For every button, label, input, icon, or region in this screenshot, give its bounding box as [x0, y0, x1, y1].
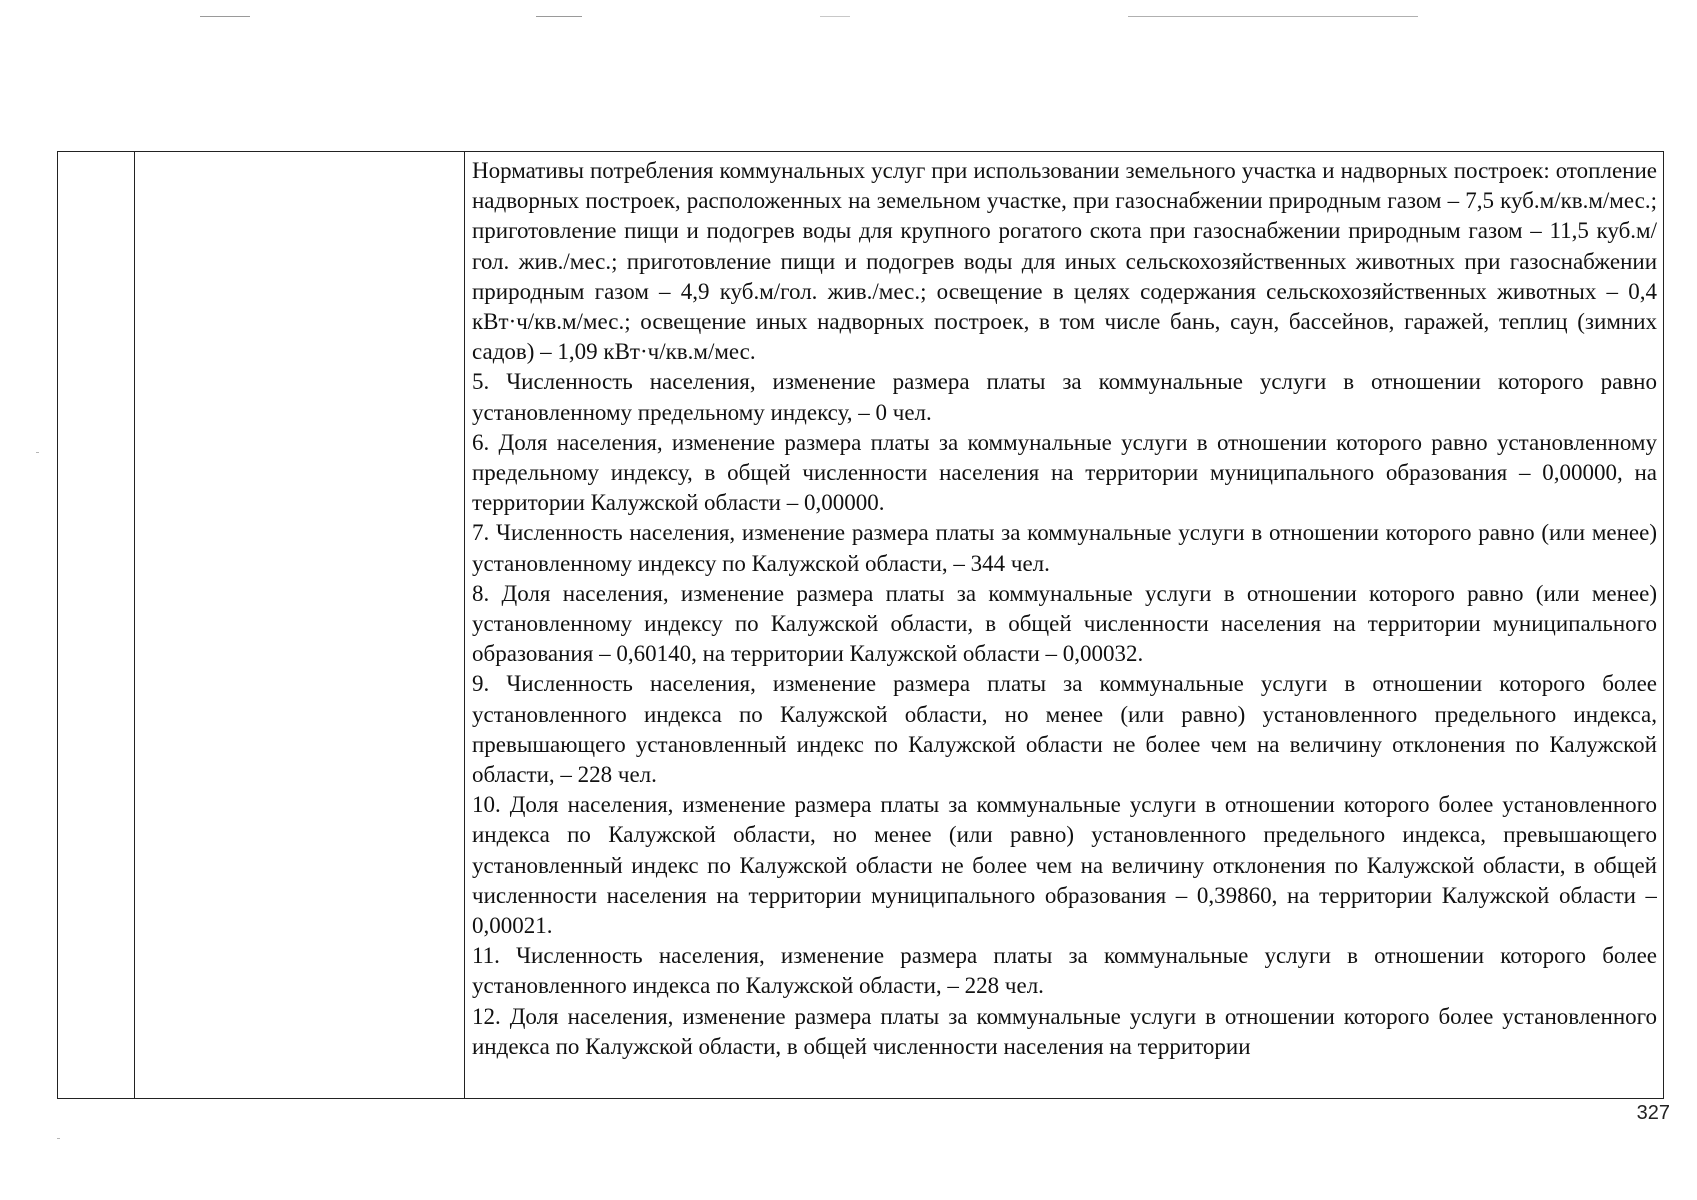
scan-dot	[36, 452, 39, 453]
document-table	[57, 151, 1664, 1099]
column-divider	[464, 152, 465, 1098]
paragraph-norms: Нормативы потребления коммунальных услуг при использовании земельного участка и надворных построек: отопление надворных построек, расположенных на земельном участке, при газоснабжении природным газом – 7,5 куб.м/кв.м/мес.; приготовление пищи и подогрев воды для крупного рогатого скота при газоснабжении природным газом – 11,5 куб.м/гол. жив./мес.; приготовление пищи и подогрев воды для иных сельскохозяйственных животных при газоснабжении природным газом – 4,9 куб.м/гол. жив./мес.; освещение в целях содержания сельскохозяйственных животных – 0,4 кВт·ч/кв.м/мес.; освещение иных надворных построек, в том числе бань, саун, бассейнов, гаражей, теплиц (зимних садов) – 1,09 кВт·ч/кв.м/мес.	[472, 158, 1657, 365]
scan-dot	[57, 1138, 60, 1139]
paragraph-item-5: 5. Численность населения, изменение размера платы за коммунальные услуги в отношении которого равно установленному предельному индексу, – 0 чел.	[472, 369, 1657, 425]
scan-artifacts	[0, 14, 1697, 20]
scan-mark	[820, 16, 850, 17]
paragraph-item-8: 8. Доля населения, изменение размера платы за коммунальные услуги в отношении которого равно (или менее) установленному индексу по Калужской области, в общей численности населения на территории муниципального образования – 0,60140, на территории Калужской области – 0,00032.	[472, 580, 1657, 667]
paragraph-item-7: 7. Численность населения, изменение размера платы за коммунальные услуги в отношении которого равно (или менее) установленному индексу по Калужской области, – 344 чел.	[472, 520, 1657, 576]
paragraph-item-9: 9. Численность населения, изменение размера платы за коммунальные услуги в отношении которого более установленного индекса по Калужской области, но менее (или равно) установленного предельного индекса, превышающего установленный индекс по Калужской области не более чем на величину отклонения по Калужской области, – 228 чел.	[472, 671, 1657, 788]
paragraph-item-6: 6. Доля населения, изменение размера платы за коммунальные услуги в отношении которого равно установленному предельному индексу, в общей численности населения на территории муниципального образования – 0,00000, на территории Калужской области – 0,00000.	[472, 429, 1657, 516]
scan-mark	[536, 16, 582, 17]
scan-mark	[1128, 16, 1418, 17]
paragraph-item-11: 11. Численность населения, изменение размера платы за коммунальные услуги в отношении которого более установленного индекса по Калужской области, – 228 чел.	[472, 943, 1657, 999]
page-number: 327	[1636, 1102, 1670, 1124]
paragraph-item-10: 10. Доля населения, изменение размера платы за коммунальные услуги в отношении которого более установленного индекса по Калужской области, но менее (или равно) установленного предельного индекса, превышающего установленный индекс по Калужской области не более чем на величину отклонения по Калужской области, в общей численности населения на территории муниципального образования – 0,39860, на территории Калужской области – 0,00021.	[472, 792, 1657, 939]
column-divider	[134, 152, 135, 1098]
table-text-cell	[472, 156, 1657, 1096]
paragraph-item-12: 12. Доля населения, изменение размера платы за коммунальные услуги в отношении которого более установленного индекса по Калужской области, в общей численности населения на территории	[472, 1003, 1657, 1059]
scan-mark	[200, 16, 250, 17]
